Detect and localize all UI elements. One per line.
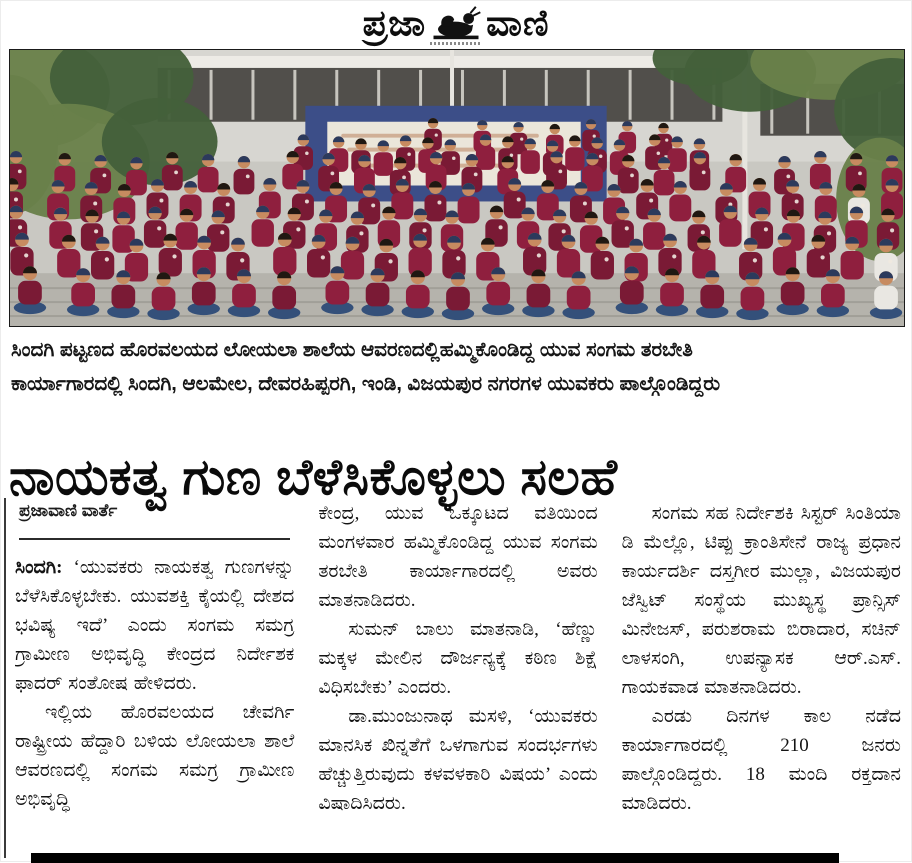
article-photo (9, 49, 905, 327)
article-column-1 (15, 499, 294, 857)
newspaper-masthead (1, 1, 911, 49)
paragraph-4: ಸುಮನ್ ಬಾಲು ಮಾತನಾಡಿ, ‘ಹೆಣ್ಣು ಮಕ್ಕಳ ಮೇಲಿನ ದೌರ್ಜನ್ಯಕ್ಕೆ ಕಠಿಣ ಶಿಕ್ಷೆ ವಿಧಿಸಬೇಕು’ ಎಂದರು. (318, 619, 598, 698)
paragraph-2: ಇಲ್ಲಿಯ ಹೊರವಲಯದ ಚೇವರ್ಗಿ ರಾಷ್ಟ್ರೀಯ ಹೆದ್ದಾರಿ ಬಳಿಯ ಲೋಯಲಾ ಶಾಲೆ ಆವರಣದಲ್ಲಿ ಸಂಗಮ ಸಮಗ್ರ ಗ್ರಾಮೀಣ ಅಭಿವೃದ್ಧಿ (15, 702, 295, 810)
paragraph-lead (15, 553, 294, 698)
photo-caption-line2: ಕಾರ್ಯಾಗಾರದಲ್ಲಿ ಸಿಂದಗಿ, ಆಲಮೇಲ, ದೇವರಹಿಪ್ಪರಗಿ, ಇಂಡಿ, ವಿಜಯಪುರ ನಗರಗಳ ಯುವಕರು ಪಾಲ್ಗೊಂಡಿದ್ದರು (11, 373, 721, 395)
masthead-title-right: ವಾಣಿ (486, 2, 550, 43)
paragraph-6: ಸಂಗಮ ಸಹ ನಿರ್ದೇಶಕಿ ಸಿಸ್ಟರ್ ಸಿಂತಿಯಾ ಡಿ ಮೆಲ್ಲೊ, ಟಿಪ್ಪು ಕ್ರಾಂತಿಸೇನೆ ರಾಜ್ಯ ಪ್ರಧಾನ ಕಾರ್ಯದರ್ಶಿ ದಸ್ತಗೀರ ಮುಲ್ಲಾ, ವಿಜಯಪುರ ಜೆಸ್ವಿಟ್ ಸಂಸ್ಥೆಯ ಮುಖ್ಯಸ್ಥ ಪ್ರಾನ್ಸಿಸ್ ಮಿನೇಜಸ್, ಪರುಶರಾಮ ಬಿರಾದಾರ, ಸಚಿನ್ ಲಾಳಸಂಗಿ, ಉಪನ್ಯಾಸಕ ಆರ್.ಎಸ್. ಗಾಯಕವಾಡ ಮಾತನಾಡಿದರು. (621, 503, 901, 698)
article-column-2 (318, 499, 597, 857)
dateline: ಸಿಂದಗಿ: (15, 557, 63, 578)
paragraph-5: ಡಾ.ಮುಂಜುನಾಥ ಮಸಳಿ, ‘ಯುವಕರು ಮಾನಸಿಕ ಖಿನ್ನತೆಗೆ ಒಳಗಾಗುವ ಸಂದರ್ಭಗಳು ಹೆಚ್ಚುತ್ತಿರುವುದು ಕಳವಳಕಾರಿ ವಿಷಯ’ ಎಂದು ವಿಷಾದಿಸಿದರು. (318, 706, 598, 814)
paragraph-7: ಎರಡು ದಿನಗಳ ಕಾಲ ನಡೆದ ಕಾರ್ಯಾಗಾರದಲ್ಲಿ 210 ಜನರು ಪಾಲ್ಗೊಂಡಿದ್ದರು. 18 ಮಂದಿ ರಕ್ತದಾನ ಮಾಡಿದರು. (621, 706, 901, 814)
masthead-title-left: ಪ್ರಜಾ (362, 2, 427, 43)
masthead-tagline (430, 42, 482, 45)
paragraph-3: ಕೇಂದ್ರ, ಯುವ ಒಕ್ಕೂಟದ ವತಿಯಿಂದ ಮಂಗಳವಾರ ಹಮ್ಮಿಕೊಂಡಿದ್ದ ಯುವ ಸಂಗಮ ತರಬೇತಿ ಕಾರ್ಯಾಗಾರದಲ್ಲಿ ಅವರು ಮಾತನಾಡಿದರು. (318, 503, 598, 611)
article-headline: ನಾಯಕತ್ವ ಗುಣ ಬೆಳೆಸಿಕೊಳ್ಳಲು ಸಲಹೆ (9, 448, 618, 505)
photo-caption (11, 333, 905, 401)
paragraph-lead-text: ‘ಯುವಕರು ನಾಯಕತ್ವ ಗುಣಗಳನ್ನು ಬೆಳೆಸಿಕೊಳ್ಳಬೇಕು. ಯುವಶಕ್ತಿ ಕೈಯಲ್ಲಿ ದೇಶದ ಭವಿಷ್ಯ ಇದೆ’ ಎಂದು ಸಂಗಮ ಸಮಗ್ರ ಗ್ರಾಮೀಣ ಅಭಿವೃದ್ಧಿ ಕೇಂದ್ರದ ನಿರ್ದೇಶಕ ಫಾದರ್ ಸಂತೋಷ ಹೇಳಿದರು. (15, 557, 295, 694)
photo-caption-line1: ಸಿಂದಗಿ ಪಟ್ಟಣದ ಹೊರವಲಯದ ಲೋಯಲಾ ಶಾಲೆಯ ಆವರಣದಲ್ಲಿಹಮ್ಮಿಕೊಂಡಿದ್ದ ಯುವ ಸಂಗಮ ತರಬೇತಿ (11, 339, 693, 361)
nandi-bull-emblem-icon (429, 5, 483, 45)
article-body (15, 499, 901, 857)
article-column-3 (622, 499, 901, 857)
group-photo-illustration (10, 50, 904, 326)
byline: ಪ್ರಜಾವಾಣಿ ವಾರ್ತೆ (19, 501, 118, 520)
left-column-rule (4, 498, 6, 858)
byline-rule (19, 538, 290, 540)
